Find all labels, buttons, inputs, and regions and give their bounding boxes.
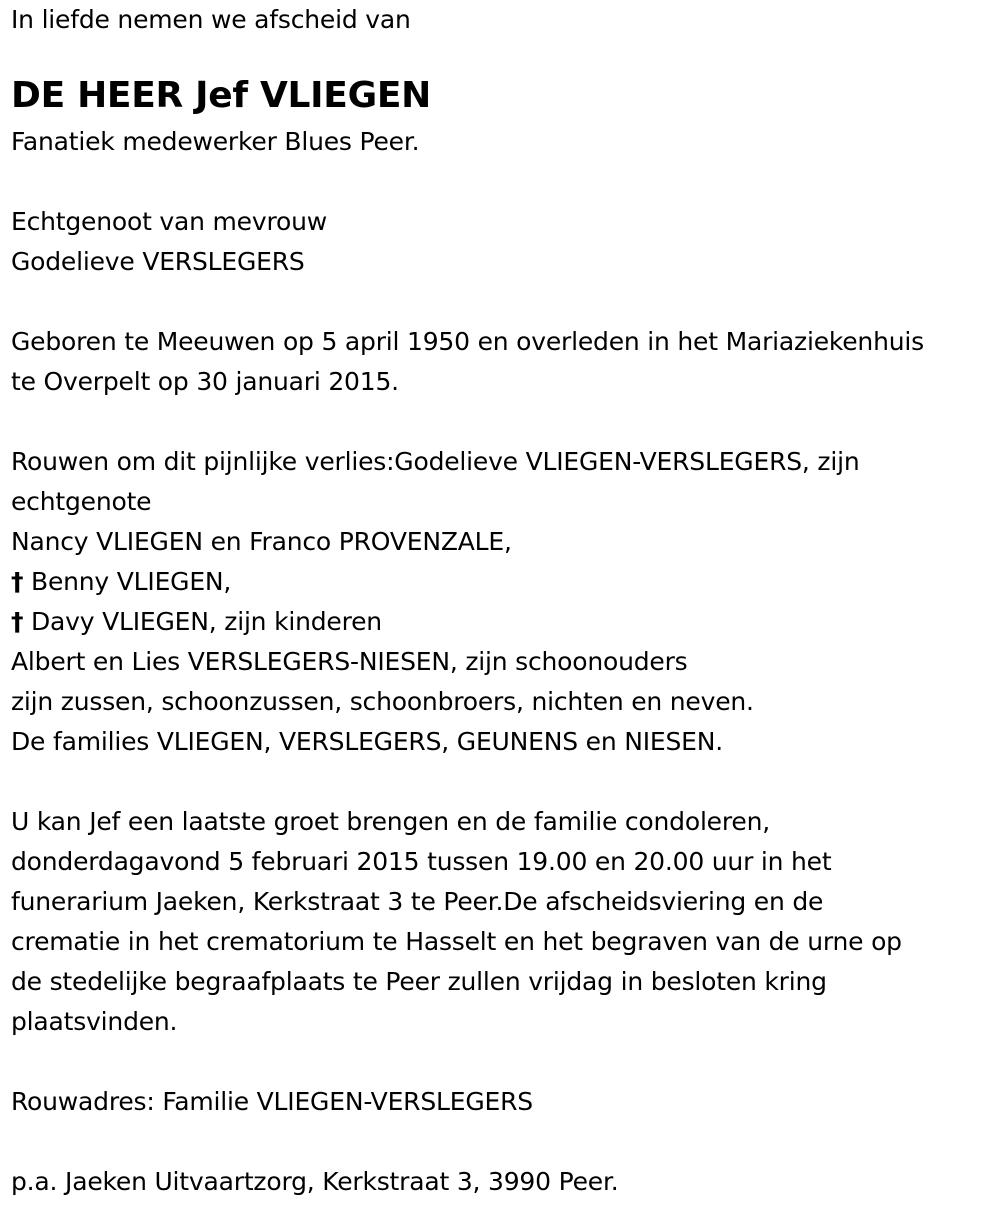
mourners-line-1: Rouwen om dit pijnlijke verlies:Godelieve VLIEGEN-VERSLEGERS, zijn: [11, 447, 860, 476]
deceased-name: DE HEER Jef VLIEGEN: [11, 75, 431, 116]
farewell-line-2: donderdagavond 5 februari 2015 tussen 19.00 en 20.00 uur in het: [11, 847, 832, 876]
mourners-line-2: echtgenote: [11, 487, 152, 516]
birth-line-2: te Overpelt op 30 januari 2015.: [11, 367, 399, 396]
tagline-text: Fanatiek medewerker Blues Peer.: [11, 127, 420, 156]
address-line-1: Rouwadres: Familie VLIEGEN-VERSLEGERS: [11, 1087, 533, 1116]
cross-icon: †: [11, 607, 24, 636]
deceased-child-2: Davy VLIEGEN, zijn kinderen: [31, 607, 382, 636]
spacer: [11, 282, 996, 322]
spouse-line-1: Echtgenoot van mevrouw: [11, 207, 327, 236]
spacer: [11, 1122, 996, 1162]
spouse-line-2: Godelieve VERSLEGERS: [11, 247, 305, 276]
spacer: [11, 402, 996, 442]
mourners-line-8: De families VLIEGEN, VERSLEGERS, GEUNENS en NIESEN.: [11, 727, 724, 756]
farewell-line-6: plaatsvinden.: [11, 1007, 178, 1036]
mourners-line-6: Albert en Lies VERSLEGERS-NIESEN, zijn schoonouders: [11, 647, 688, 676]
intro-text: In liefde nemen we afscheid van: [11, 5, 411, 34]
mourners-line-7: zijn zussen, schoonzussen, schoonbroers, nichten en neven.: [11, 687, 754, 716]
address-line-2: p.a. Jaeken Uitvaartzorg, Kerkstraat 3, 3990 Peer.: [11, 1167, 619, 1196]
deceased-child-1: Benny VLIEGEN,: [31, 567, 232, 596]
spacer: [11, 1042, 996, 1082]
spacer: [11, 40, 996, 68]
farewell-line-1: U kan Jef een laatste groet brengen en de familie condoleren,: [11, 807, 770, 836]
mourners-line-3: Nancy VLIEGEN en Franco PROVENZALE,: [11, 527, 512, 556]
cross-icon: †: [11, 567, 24, 596]
spacer: [11, 162, 996, 202]
mourners-deceased-2: [11, 602, 996, 642]
farewell-line-4: crematie in het crematorium te Hasselt en het begraven van de urne op: [11, 927, 902, 956]
farewell-line-5: de stedelijke begraafplaats te Peer zullen vrijdag in besloten kring: [11, 967, 827, 996]
obituary-notice: [11, 0, 996, 1202]
farewell-line-3: funerarium Jaeken, Kerkstraat 3 te Peer.De afscheidsviering en de: [11, 887, 824, 916]
spacer: [11, 762, 996, 802]
mourners-deceased-1: [11, 562, 996, 602]
birth-line-1: Geboren te Meeuwen op 5 april 1950 en overleden in het Mariaziekenhuis: [11, 327, 924, 356]
